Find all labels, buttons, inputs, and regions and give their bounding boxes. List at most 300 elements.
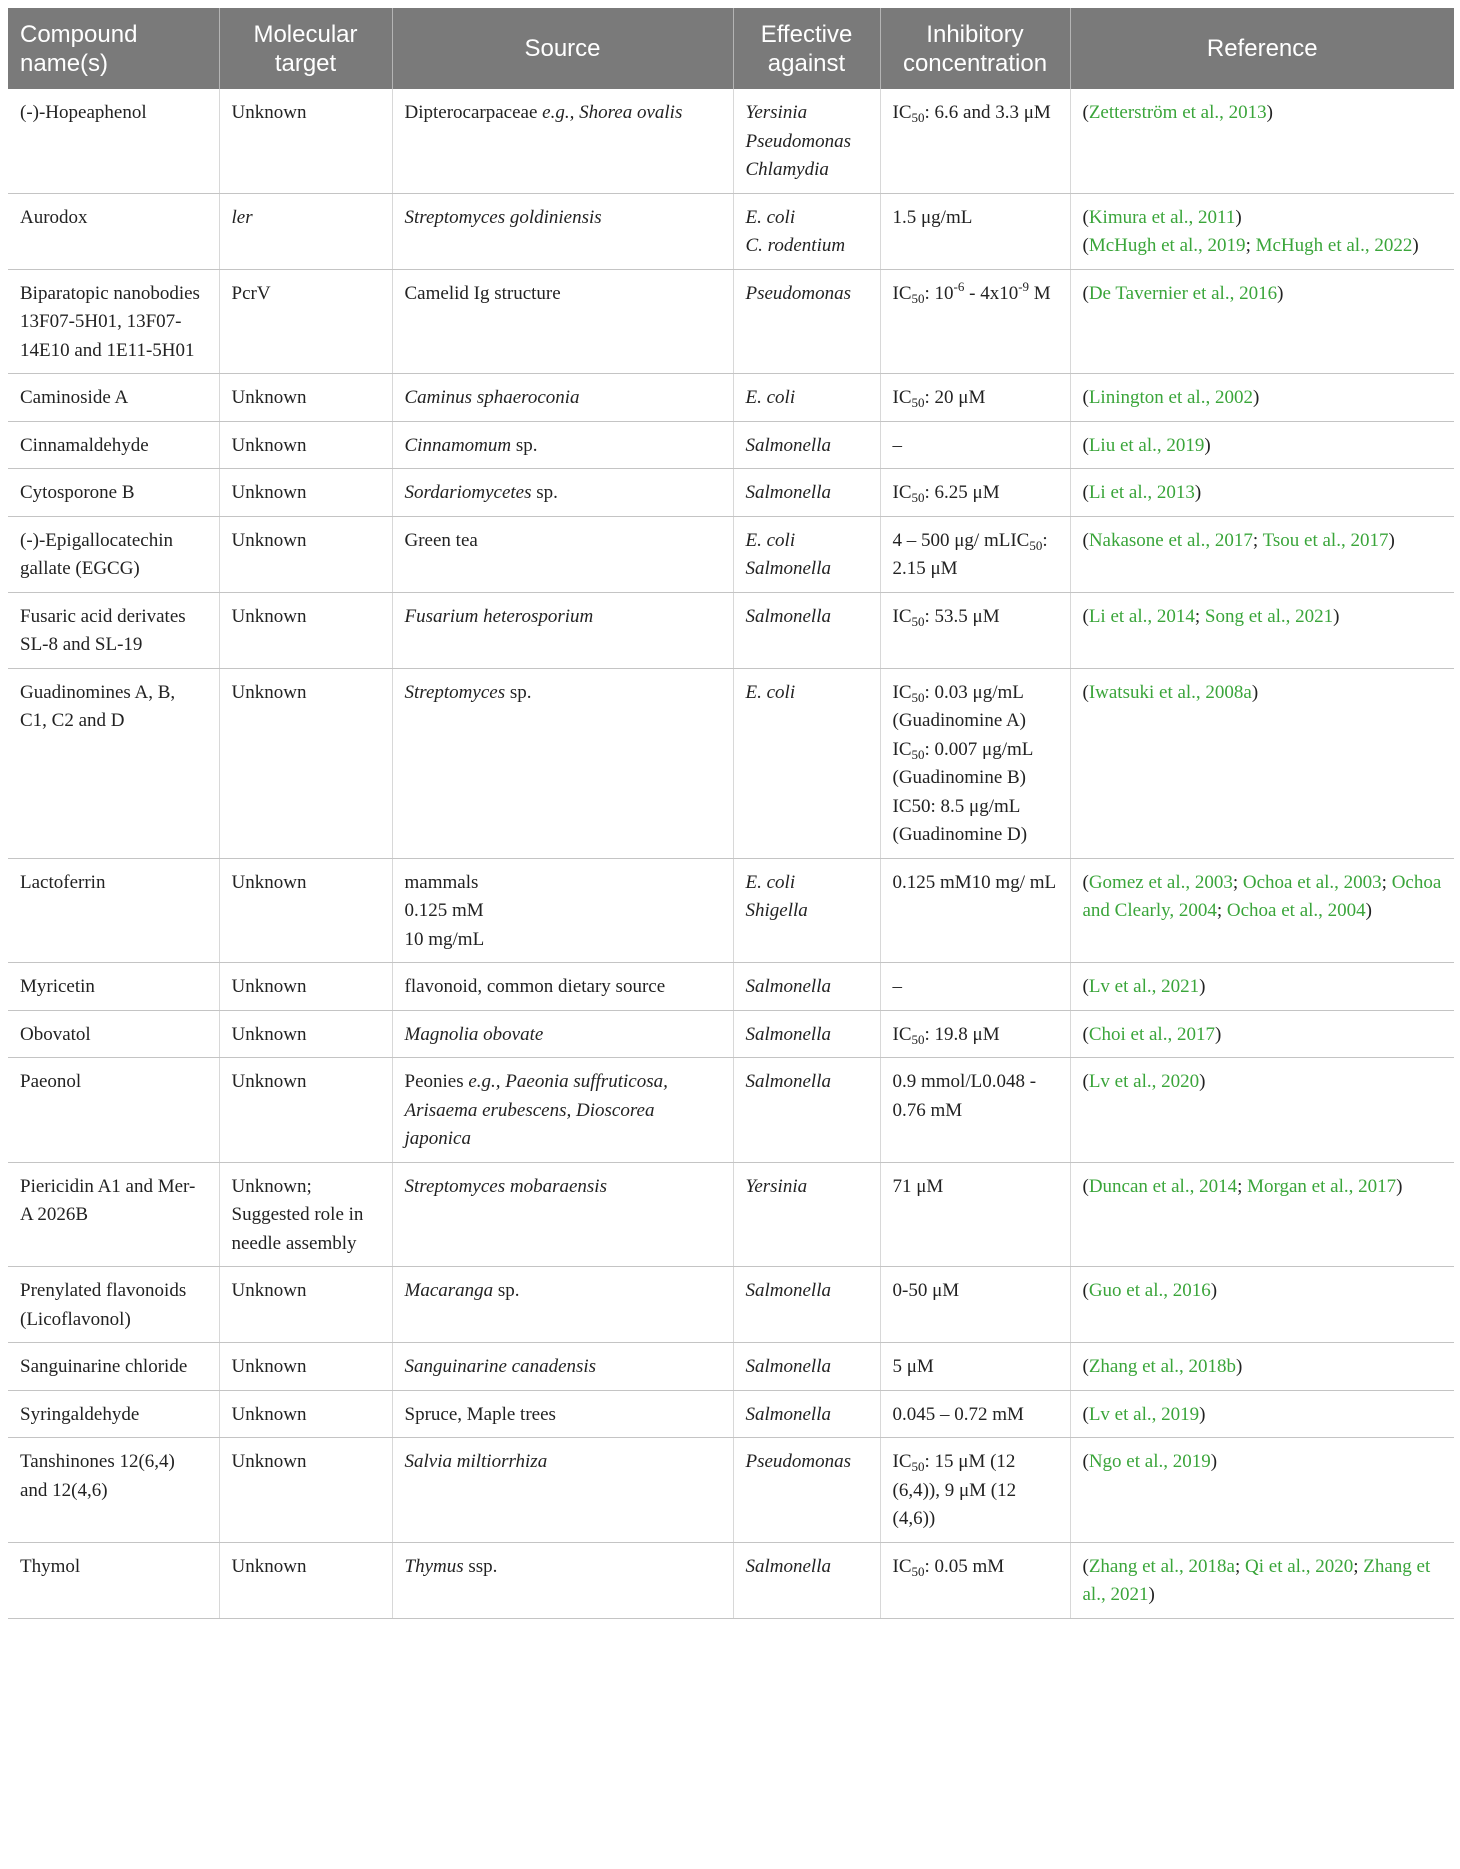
cell-line bbox=[893, 1021, 1058, 1050]
reference-link[interactable]: Ochoa et al., 2004 bbox=[1226, 900, 1366, 921]
effective-against-cell bbox=[733, 1162, 880, 1267]
compound-name-cell: Caminoside A bbox=[8, 374, 219, 422]
text-run: ; bbox=[1381, 871, 1392, 893]
compound-name-cell: Syringaldehyde bbox=[8, 1390, 219, 1438]
reference-link[interactable]: Zhang et al., 2021 bbox=[1082, 1555, 1431, 1605]
cell-line bbox=[405, 926, 721, 955]
effective-against-cell bbox=[733, 1267, 880, 1343]
reference-link[interactable]: Nakasone et al., 2017 bbox=[1088, 529, 1253, 551]
molecular-target-cell: Unknown bbox=[219, 469, 392, 517]
text-run: ssp. bbox=[463, 1555, 498, 1577]
text-run: – bbox=[892, 434, 902, 456]
cell-line bbox=[893, 527, 1058, 584]
reference-link[interactable]: Ochoa and Clearly, 2004 bbox=[1082, 871, 1442, 921]
superscript: -9 bbox=[1018, 278, 1030, 294]
inhibitory-concentration-cell bbox=[880, 1267, 1070, 1343]
text-run: ) bbox=[1199, 976, 1206, 997]
inhibitory-concentration-cell bbox=[880, 374, 1070, 422]
source-cell bbox=[392, 193, 733, 269]
cell-line bbox=[1083, 1401, 1443, 1430]
text-run: : 15 μM (12 (6,4)), 9 μM (12 (4,6)) bbox=[892, 1451, 1017, 1529]
inhibitory-concentration-cell bbox=[880, 1542, 1070, 1618]
table-row bbox=[8, 193, 1454, 269]
reference-link[interactable]: Qi et al., 2020 bbox=[1245, 1555, 1354, 1577]
cell-line bbox=[405, 897, 721, 926]
molecular-target-cell: Unknown bbox=[219, 1010, 392, 1058]
reference-link[interactable]: Song et al., 2021 bbox=[1204, 605, 1334, 627]
molecular-target-cell: Unknown bbox=[219, 858, 392, 963]
superscript: -6 bbox=[953, 278, 965, 294]
table-row bbox=[8, 963, 1454, 1011]
molecular-target-cell: Unknown bbox=[219, 516, 392, 592]
cell-line bbox=[405, 384, 721, 413]
molecular-target-cell: Unknown bbox=[219, 1267, 392, 1343]
cell-line bbox=[893, 99, 1058, 128]
text-run: ( bbox=[1082, 1023, 1089, 1045]
reference-link[interactable]: Li et al., 2013 bbox=[1088, 482, 1195, 503]
reference-link[interactable]: Zhang et al., 2018a bbox=[1088, 1555, 1235, 1577]
table-row bbox=[8, 1010, 1454, 1058]
text-run: ) bbox=[1194, 482, 1202, 503]
text-run: ) bbox=[1333, 605, 1340, 627]
source-cell bbox=[392, 668, 733, 858]
text-run: Dipterocarpaceae bbox=[404, 102, 543, 123]
text-run: ) bbox=[1235, 206, 1242, 228]
cell-line bbox=[893, 384, 1058, 413]
organism-name: E. coli bbox=[745, 681, 796, 703]
reference-cell bbox=[1070, 1010, 1454, 1058]
text-run: IC bbox=[892, 482, 912, 503]
cell-line bbox=[893, 1401, 1058, 1430]
reference-link[interactable]: Zetterström et al., 2013 bbox=[1088, 102, 1267, 123]
cell-line bbox=[893, 679, 1058, 736]
text-run: ) bbox=[1210, 1280, 1218, 1301]
cell-line bbox=[405, 99, 721, 128]
text-run: ; bbox=[1245, 235, 1256, 256]
organism-name: Salmonella bbox=[745, 1403, 831, 1425]
reference-link[interactable]: Gomez et al., 2003 bbox=[1088, 871, 1233, 893]
text-run: IC bbox=[892, 681, 912, 703]
molecular-target-cell: Unknown bbox=[219, 592, 392, 668]
text-run: e.g., Paeonia suffruticosa, Arisaema erubescens, Dioscorea japonica bbox=[404, 1071, 668, 1149]
text-run: sp. bbox=[531, 482, 558, 503]
source-cell bbox=[392, 1162, 733, 1267]
table-row bbox=[8, 1162, 1454, 1267]
text-run: IC bbox=[892, 282, 912, 304]
subscript: 50 bbox=[911, 110, 925, 125]
effective-against-cell bbox=[733, 469, 880, 517]
effective-against-cell bbox=[733, 193, 880, 269]
cell-line bbox=[405, 527, 721, 556]
organism-name: Salmonella bbox=[745, 976, 831, 997]
subscript: 50 bbox=[911, 746, 925, 762]
cell-line bbox=[893, 432, 1058, 461]
reference-cell bbox=[1070, 89, 1454, 193]
reference-link[interactable]: Guo et al., 2016 bbox=[1088, 1280, 1211, 1301]
compound-name-cell: (-)-Hopeaphenol bbox=[8, 89, 219, 193]
cell-line bbox=[893, 1068, 1058, 1125]
effective-against-cell bbox=[733, 858, 880, 963]
table-row bbox=[8, 516, 1454, 592]
text-run: M bbox=[1029, 282, 1051, 304]
text-run: e.g., Shorea ovalis bbox=[542, 102, 683, 123]
text-run: sp. bbox=[505, 681, 532, 703]
inhibitory-concentration-cell bbox=[880, 469, 1070, 517]
reference-cell bbox=[1070, 421, 1454, 469]
text-run: ; bbox=[1234, 1555, 1246, 1577]
text-run: IC bbox=[892, 1451, 912, 1472]
molecular-target-cell: Unknown bbox=[219, 1438, 392, 1543]
text-run: ) bbox=[1365, 900, 1372, 921]
text-run: 0.125 mM10 mg/ mL bbox=[892, 871, 1057, 893]
cell-line bbox=[405, 1553, 721, 1582]
cell-line bbox=[1083, 479, 1443, 508]
reference-cell bbox=[1070, 1390, 1454, 1438]
reference-link[interactable]: Tsou et al., 2017 bbox=[1262, 529, 1389, 551]
table-row bbox=[8, 1438, 1454, 1543]
compound-name-cell: Lactoferrin bbox=[8, 858, 219, 963]
text-run: Streptomyces goldiniensis bbox=[404, 206, 602, 228]
cell-line bbox=[893, 1448, 1058, 1534]
reference-link[interactable]: Kimura et al., 2011 bbox=[1088, 206, 1236, 228]
source-cell bbox=[392, 1010, 733, 1058]
reference-cell bbox=[1070, 193, 1454, 269]
text-run: ) bbox=[1199, 1071, 1206, 1092]
cell-line bbox=[1083, 1553, 1443, 1610]
text-run: : 6.25 μM bbox=[924, 482, 1000, 503]
cell-line bbox=[405, 479, 721, 508]
subscript: 50 bbox=[911, 689, 925, 705]
cell-line bbox=[405, 1401, 721, 1430]
text-run: ) bbox=[1266, 102, 1273, 123]
source-cell bbox=[392, 592, 733, 668]
table-row bbox=[8, 1343, 1454, 1391]
organism-name: Yersinia bbox=[745, 102, 808, 123]
text-run: Spruce, Maple trees bbox=[404, 1403, 556, 1425]
source-cell bbox=[392, 1438, 733, 1543]
text-run: ( bbox=[1082, 282, 1089, 304]
reference-link[interactable]: Lv et al., 2020 bbox=[1088, 1071, 1200, 1092]
inhibitory-concentration-cell bbox=[880, 193, 1070, 269]
text-run: : 53.5 μM bbox=[924, 605, 1000, 627]
text-run: ) bbox=[1251, 681, 1259, 703]
text-run: ( bbox=[1082, 1175, 1089, 1197]
text-run: ; bbox=[1194, 605, 1205, 627]
compound-name-cell: Cytosporone B bbox=[8, 469, 219, 517]
reference-cell bbox=[1070, 1058, 1454, 1163]
reference-link[interactable]: De Tavernier et al., 2016 bbox=[1088, 282, 1278, 304]
reference-link[interactable]: Duncan et al., 2014 bbox=[1088, 1175, 1238, 1197]
organism-name: E. coli bbox=[745, 206, 796, 228]
cell-line bbox=[893, 479, 1058, 508]
cell-line bbox=[893, 1277, 1058, 1306]
source-cell bbox=[392, 516, 733, 592]
text-run: 0-50 μM bbox=[892, 1280, 960, 1301]
organism-name: Shigella bbox=[745, 900, 808, 921]
text-run: IC bbox=[892, 605, 912, 627]
table-row bbox=[8, 592, 1454, 668]
reference-link[interactable]: Morgan et al., 2017 bbox=[1247, 1175, 1397, 1197]
text-run: 4 – 500 μg/ mLIC bbox=[892, 529, 1030, 551]
source-cell bbox=[392, 1343, 733, 1391]
table-row bbox=[8, 858, 1454, 963]
reference-link[interactable]: McHugh et al., 2022 bbox=[1255, 235, 1413, 256]
cell-line bbox=[405, 432, 721, 461]
inhibitory-concentration-cell bbox=[880, 421, 1070, 469]
text-run: ) bbox=[1214, 1023, 1222, 1045]
table-row bbox=[8, 421, 1454, 469]
text-run: Streptomyces mobaraensis bbox=[404, 1175, 607, 1197]
compound-table bbox=[8, 8, 1454, 1619]
source-cell bbox=[392, 469, 733, 517]
source-cell bbox=[392, 374, 733, 422]
cell-line bbox=[893, 793, 1058, 850]
table-row bbox=[8, 668, 1454, 858]
source-cell bbox=[392, 1390, 733, 1438]
subscript: 50 bbox=[911, 290, 925, 306]
molecular-target-cell: Unknown bbox=[219, 1390, 392, 1438]
reference-cell bbox=[1070, 1542, 1454, 1618]
reference-link[interactable]: Zhang et al., 2018b bbox=[1088, 1356, 1237, 1377]
organism-name: Yersinia bbox=[745, 1175, 808, 1197]
effective-against-cell bbox=[733, 1010, 880, 1058]
text-run: 5 μM bbox=[892, 1356, 934, 1377]
text-run: ; bbox=[1353, 1555, 1364, 1577]
reference-cell bbox=[1070, 516, 1454, 592]
cell-line bbox=[405, 1353, 721, 1382]
organism-name: Salmonella bbox=[745, 1280, 831, 1301]
table-row bbox=[8, 1542, 1454, 1618]
inhibitory-concentration-cell bbox=[880, 516, 1070, 592]
compound-name-cell: (-)-Epigallocatechin gallate (EGCG) bbox=[8, 516, 219, 592]
text-run: ( bbox=[1082, 1356, 1089, 1377]
text-run: ( bbox=[1082, 681, 1089, 703]
reference-cell bbox=[1070, 1267, 1454, 1343]
table-row bbox=[8, 269, 1454, 374]
text-run: IC bbox=[892, 102, 912, 123]
text-run: : 0.03 μg/mL (Guadinomine A) bbox=[892, 681, 1027, 731]
text-run: IC bbox=[892, 1023, 912, 1045]
reference-cell bbox=[1070, 1343, 1454, 1391]
cell-line bbox=[1083, 1068, 1443, 1097]
molecular-target-cell: Unknown bbox=[219, 89, 392, 193]
text-run: ) bbox=[1204, 434, 1211, 456]
text-run: ) bbox=[1199, 1403, 1206, 1425]
compound-name-cell: Sanguinarine chloride bbox=[8, 1343, 219, 1391]
table-header bbox=[8, 8, 1454, 89]
cell-line bbox=[405, 679, 721, 708]
source-cell bbox=[392, 269, 733, 374]
cell-line bbox=[1083, 232, 1443, 261]
text-run: IC50: 8.5 μg/mL (Guadinomine D) bbox=[892, 795, 1028, 845]
text-run: : 19.8 μM bbox=[924, 1023, 1000, 1045]
effective-against-cell bbox=[733, 1343, 880, 1391]
reference-link[interactable]: Choi et al., 2017 bbox=[1088, 1023, 1215, 1045]
source-cell bbox=[392, 1267, 733, 1343]
cell-line bbox=[1083, 384, 1443, 413]
text-run: 1.5 μg/mL bbox=[892, 206, 973, 228]
text-run: Streptomyces bbox=[404, 681, 506, 703]
organism-name: Pseudomonas bbox=[745, 130, 852, 152]
organism-name: Salmonella bbox=[745, 1023, 831, 1045]
cell-line bbox=[405, 869, 721, 898]
table-row bbox=[8, 1390, 1454, 1438]
reference-cell bbox=[1070, 963, 1454, 1011]
text-run: : 2.15 μM bbox=[892, 529, 1048, 579]
cell-line bbox=[893, 1553, 1058, 1582]
text-run: ( bbox=[1082, 1555, 1089, 1577]
text-run: ; bbox=[1232, 871, 1243, 893]
reference-link[interactable]: Ngo et al., 2019 bbox=[1088, 1451, 1211, 1472]
source-cell bbox=[392, 1058, 733, 1163]
molecular-target-cell: Unknown bbox=[219, 963, 392, 1011]
column-header-target: Molecular target bbox=[219, 8, 392, 89]
reference-cell bbox=[1070, 469, 1454, 517]
molecular-target-cell: Unknown bbox=[219, 1343, 392, 1391]
column-header-effective: Effective against bbox=[733, 8, 880, 89]
text-run: ) bbox=[1388, 529, 1395, 551]
cell-line bbox=[1083, 99, 1443, 128]
cell-line bbox=[1083, 280, 1443, 309]
effective-against-cell bbox=[733, 89, 880, 193]
organism-name: E. coli bbox=[745, 871, 796, 893]
compound-table-container bbox=[8, 8, 1454, 1619]
reference-link[interactable]: Linington et al., 2002 bbox=[1088, 387, 1253, 408]
compound-name-cell: Aurodox bbox=[8, 193, 219, 269]
cell-line bbox=[1083, 869, 1443, 926]
organism-name: Salmonella bbox=[745, 434, 831, 456]
inhibitory-concentration-cell bbox=[880, 963, 1070, 1011]
inhibitory-concentration-cell bbox=[880, 1162, 1070, 1267]
text-run: : 20 μM bbox=[924, 387, 986, 408]
molecular-target-cell: PcrV bbox=[219, 269, 392, 374]
text-run: ( bbox=[1082, 1071, 1089, 1092]
organism-name: Salmonella bbox=[745, 605, 831, 627]
inhibitory-concentration-cell bbox=[880, 858, 1070, 963]
compound-name-cell: Prenylated flavonoids (Licoflavonol) bbox=[8, 1267, 219, 1343]
table-row bbox=[8, 1267, 1454, 1343]
cell-line bbox=[1083, 1277, 1443, 1306]
organism-name: Salmonella bbox=[745, 482, 831, 503]
inhibitory-concentration-cell bbox=[880, 592, 1070, 668]
text-run: ( bbox=[1082, 1451, 1089, 1472]
subscript: 50 bbox=[911, 1459, 925, 1474]
column-header-compound: Compound name(s) bbox=[8, 8, 219, 89]
text-run: ( bbox=[1082, 1280, 1089, 1301]
molecular-target-cell: Unknown; Suggested role in needle assembly bbox=[219, 1162, 392, 1267]
source-cell bbox=[392, 421, 733, 469]
molecular-target-cell: Unknown bbox=[219, 1542, 392, 1618]
text-run: ( bbox=[1082, 102, 1089, 123]
cell-line bbox=[405, 280, 721, 309]
molecular-target-cell: Unknown bbox=[219, 374, 392, 422]
subscript: 50 bbox=[1029, 537, 1043, 553]
cell-line bbox=[893, 1353, 1058, 1382]
text-run: sp. bbox=[511, 434, 538, 456]
cell-line bbox=[1083, 1021, 1443, 1050]
organism-name: E. coli bbox=[745, 387, 796, 408]
cell-line bbox=[1083, 1353, 1443, 1382]
organism-name: Pseudomonas bbox=[745, 1451, 852, 1472]
text-run: ) bbox=[1396, 1175, 1403, 1197]
reference-cell bbox=[1070, 668, 1454, 858]
inhibitory-concentration-cell bbox=[880, 269, 1070, 374]
reference-cell bbox=[1070, 592, 1454, 668]
cell-line bbox=[893, 1173, 1058, 1202]
inhibitory-concentration-cell bbox=[880, 1438, 1070, 1543]
reference-link[interactable]: Iwatsuki et al., 2008a bbox=[1088, 681, 1252, 703]
text-run: ( bbox=[1082, 387, 1089, 408]
cell-line bbox=[1083, 527, 1443, 556]
cell-line bbox=[1083, 1173, 1443, 1202]
table-body bbox=[8, 89, 1454, 1618]
cell-line bbox=[405, 603, 721, 632]
cell-line bbox=[893, 280, 1058, 309]
text-run: Thymus bbox=[404, 1555, 464, 1577]
text-run: ( bbox=[1082, 434, 1089, 456]
text-run: ( bbox=[1082, 206, 1089, 228]
cell-line bbox=[405, 1068, 721, 1154]
cell-line bbox=[405, 1277, 721, 1306]
reference-cell bbox=[1070, 858, 1454, 963]
text-run: mammals bbox=[404, 871, 479, 893]
text-run: 71 μM bbox=[892, 1175, 944, 1197]
text-run: : 10 bbox=[924, 282, 954, 304]
reference-link[interactable]: Lv et al., 2021 bbox=[1088, 976, 1200, 997]
text-run: ; bbox=[1252, 529, 1263, 551]
text-run: 10 mg/mL bbox=[404, 928, 485, 950]
reference-link[interactable]: Li et al., 2014 bbox=[1088, 605, 1195, 627]
text-run: Fusarium heterosporium bbox=[404, 605, 594, 627]
table-row bbox=[8, 89, 1454, 193]
column-header-reference: Reference bbox=[1070, 8, 1454, 89]
reference-link[interactable]: Lv et al., 2019 bbox=[1088, 1403, 1200, 1425]
text-run: ( bbox=[1082, 976, 1089, 997]
text-run: ) bbox=[1277, 282, 1284, 304]
text-run: ) bbox=[1236, 1356, 1243, 1377]
organism-name: Chlamydia bbox=[745, 159, 829, 180]
source-cell bbox=[392, 963, 733, 1011]
column-header-concentration: Inhibitory concentration bbox=[880, 8, 1070, 89]
cell-line bbox=[1083, 679, 1443, 708]
effective-against-cell bbox=[733, 1058, 880, 1163]
text-run: sp. bbox=[493, 1280, 520, 1301]
reference-link[interactable]: McHugh et al., 2019 bbox=[1088, 235, 1246, 256]
text-run: Macaranga bbox=[404, 1280, 494, 1301]
text-run: Camelid Ig structure bbox=[404, 282, 561, 304]
text-run: Caminus sphaeroconia bbox=[404, 387, 580, 408]
subscript: 50 bbox=[911, 490, 925, 505]
compound-name-cell: Tanshinones 12(6,4) and 12(4,6) bbox=[8, 1438, 219, 1543]
compound-name-cell: Fusaric acid derivates SL-8 and SL-19 bbox=[8, 592, 219, 668]
organism-name: Salmonella bbox=[745, 558, 831, 579]
effective-against-cell bbox=[733, 1438, 880, 1543]
text-run: ( bbox=[1082, 1403, 1089, 1425]
source-cell bbox=[392, 858, 733, 963]
compound-name-cell: Paeonol bbox=[8, 1058, 219, 1163]
molecular-target-cell: Unknown bbox=[219, 668, 392, 858]
source-cell bbox=[392, 1542, 733, 1618]
cell-line bbox=[1083, 1448, 1443, 1477]
compound-name-cell: Biparatopic nanobodies 13F07-5H01, 13F07-14E10 and 1E11-5H01 bbox=[8, 269, 219, 374]
source-cell bbox=[392, 89, 733, 193]
text-run: Sordariomycetes bbox=[404, 482, 532, 503]
reference-link[interactable]: Liu et al., 2019 bbox=[1088, 434, 1205, 456]
compound-name-cell: Piericidin A1 and Mer-A 2026B bbox=[8, 1162, 219, 1267]
reference-link[interactable]: Ochoa et al., 2003 bbox=[1242, 871, 1382, 893]
text-run: : 0.007 μg/mL (Guadinomine B) bbox=[892, 738, 1033, 788]
effective-against-cell bbox=[733, 1390, 880, 1438]
